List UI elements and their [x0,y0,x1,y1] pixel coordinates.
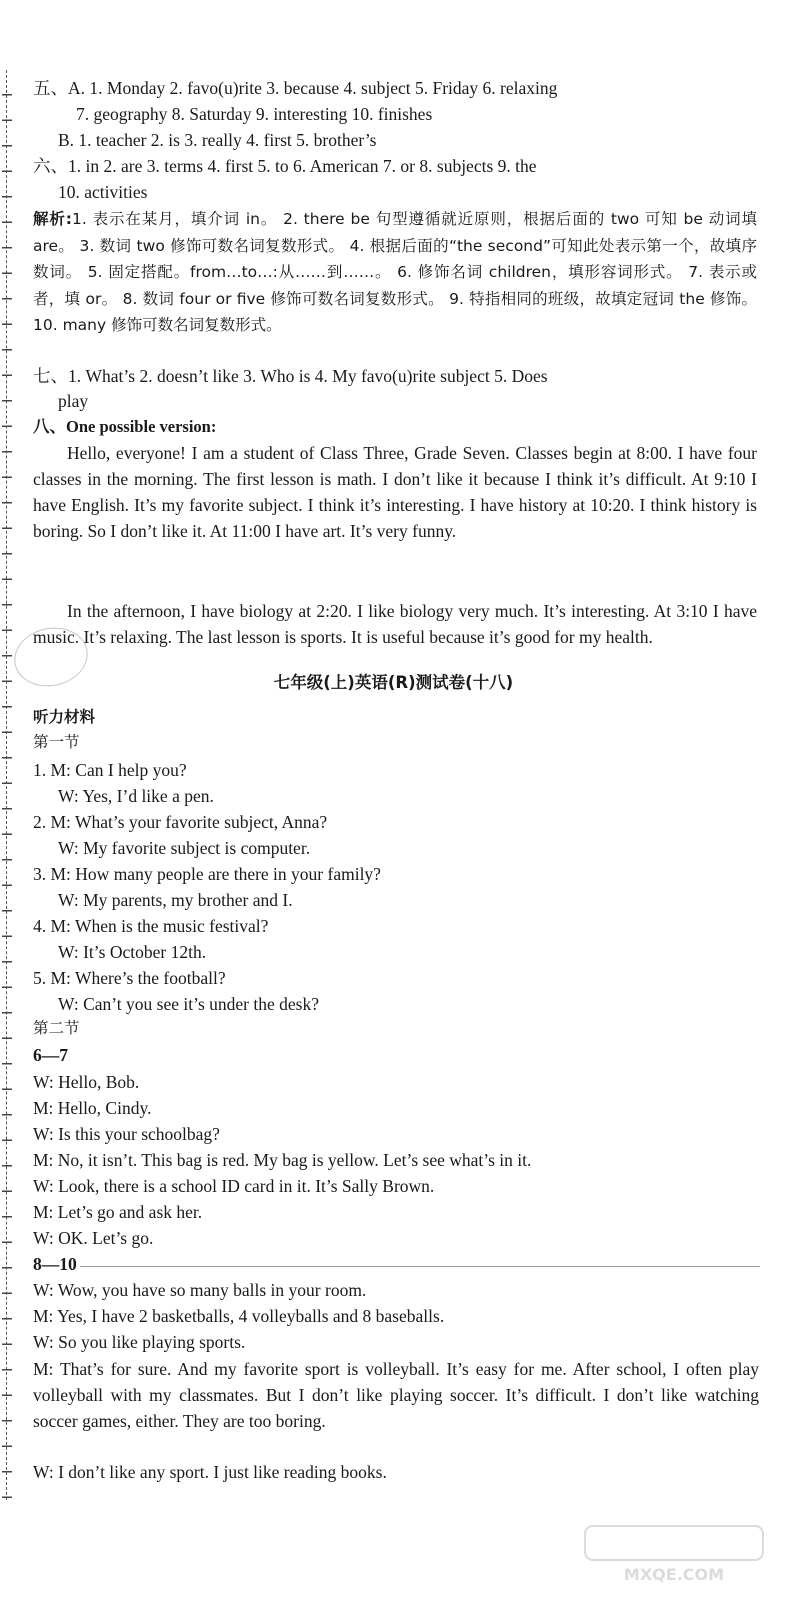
dialog-line: M: Yes, I have 2 basketballs, 4 volleyballs and 8 baseballs. [33,1306,445,1326]
dialog-line: W: So you like playing sports. [33,1332,246,1352]
part2-heading: 第二节 [33,1019,80,1037]
question-range-8-10: 8—10 [33,1254,77,1274]
dialog-line: W: It’s October 12th. [58,942,207,962]
watermark-text: MXQE.COM [623,1565,725,1584]
essay-paragraph-1: Hello, everyone! I am a student of Class Three, Grade Seven. Classes begin at 8:00. I have four classes in the morning. The first lesson is math. I don’t like it because I think it’s difficult. At 9:10 I have English. It’s my favorite subject. I think it’s interesting. I have history at 10:20. I think history is boring. So I don’t like it. At 11:00 I have art. It’s very funny. [33,443,757,541]
dialog-line: W: Is this your schoolbag? [33,1124,220,1144]
dialog-line: W: My favorite subject is computer. [58,838,311,858]
part1-heading: 第一节 [33,733,80,751]
analysis-text: 1. 表示在某月，填介词 in。 2. there be 句型遵循就近原则，根据后面的 two 可知 be 动词填 are。 3. 数词 two 修饰可数名词复数形式。 4. 根据后面的“the second”可知此处表示第一个，故填序数词。 5. 固定搭配。from…to…:从……到……。 6. 修饰名词 children，填形容词形式。 7. 表示或者，填 or。 8. 数词 four or five 修饰可数名词复数形式。 9. 特指相同的班级，故填定冠词 the 修饰。 10. many 修饰可数名词复数形式。 [33,210,757,334]
dialog-line: M: No, it isn’t. This bag is red. My bag is yellow. Let’s see what’s in it. [33,1150,532,1170]
analysis-block [33,206,757,339]
sec5-a-line1: 五、A. 1. Monday 2. favo(u)rite 3. because 4. subject 5. Friday 6. relaxing [33,78,558,98]
dialog-line: 1. M: Can I help you? [33,760,187,780]
dialog-line: M: Let’s go and ask her. [33,1202,203,1222]
sec6-line1: 六、1. in 2. are 3. terms 4. first 5. to 6. American 7. or 8. subjects 9. the [33,156,537,176]
dialog-line: W: I don’t like any sport. I just like reading books. [33,1462,387,1482]
dialog-line: W: Look, there is a school ID card in it. It’s Sally Brown. [33,1176,435,1196]
dialog-line: W: Hello, Bob. [33,1072,140,1092]
sec7-line1: 七、1. What’s 2. doesn’t like 3. Who is 4. My favo(u)rite subject 5. Does [33,366,548,386]
sec8-label: 八、One possible version: [33,417,217,436]
dialog-line: W: OK. Let’s go. [33,1228,154,1248]
dialog-line: 2. M: What’s your favorite subject, Anna? [33,812,328,832]
question-range-6-7: 6—7 [33,1045,68,1065]
listening-heading: 听力材料 [33,708,96,726]
dialog-line: M: Hello, Cindy. [33,1098,152,1118]
dialog-line: 3. M: How many people are there in your family? [33,864,381,884]
dialog-line: 4. M: When is the music festival? [33,916,269,936]
watermark-logo [579,1522,769,1586]
essay-paragraph-2: In the afternoon, I have biology at 2:20. I like biology very much. It’s interesting. At 3:10 I have music. It’s relaxing. The last lesson is sports. It is useful because it’s good for my health. [33,601,757,647]
sec7-line2: play [58,391,89,411]
binding-ticks [2,70,12,1500]
dialog-line: W: Yes, I’d like a pen. [58,786,214,806]
dialog-line: W: My parents, my brother and I. [58,890,293,910]
dialog-line: W: Wow, you have so many balls in your room. [33,1280,367,1300]
sec6-line2: 10. activities [58,182,148,202]
divider-line [80,1266,760,1267]
analysis-label: 解析: [33,210,72,228]
dialog-long-m: M: That’s for sure. And my favorite sport is volleyball. It’s easy for me. After school, I often play volleyball with my classmates. But I don’t like playing soccer. It’s difficult. I don’t like watching soccer games, either. They are too boring. [33,1359,759,1431]
sec5-b-line: B. 1. teacher 2. is 3. really 4. first 5. brother’s [58,130,377,150]
dialog-line: 5. M: Where’s the football? [33,968,226,988]
test-title: 七年级(上)英语(R)测试卷(十八) [273,673,514,692]
sec5-a-line2: 7. geography 8. Saturday 9. interesting 10. finishes [76,104,433,124]
dialog-line: W: Can’t you see it’s under the desk? [58,994,319,1014]
